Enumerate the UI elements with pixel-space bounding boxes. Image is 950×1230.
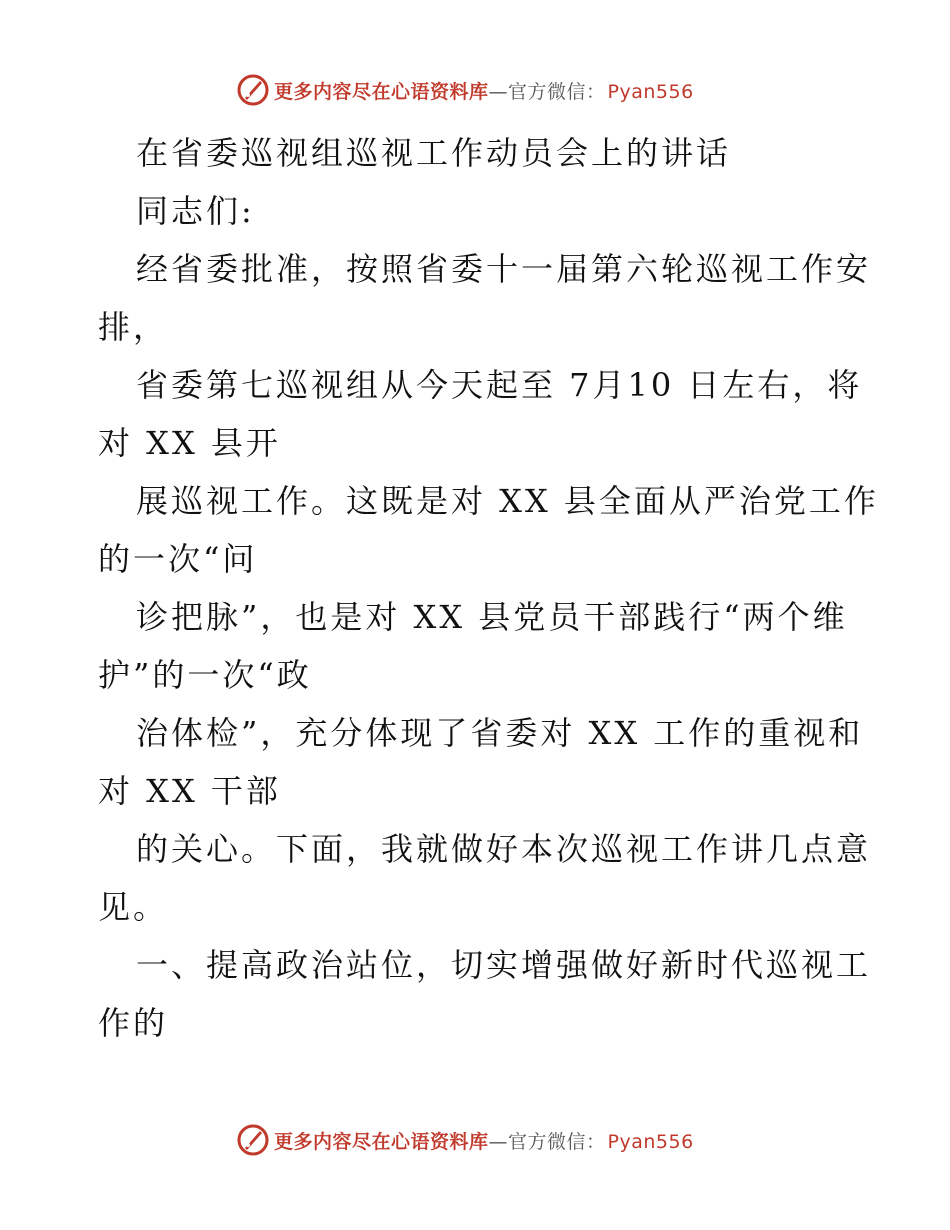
banner-subtitle: —官方微信： [488,1130,606,1153]
paragraph-line: 诊把脉”，也是对 XX 县党员干部践行“两个维 [136,598,848,636]
paragraph-line: 展巡视工作。这既是对 XX 县全面从严治党工作 [136,482,879,520]
paragraph-line: 对 XX 县开 [98,424,281,462]
banner-wechat-id: Pyan556 [607,80,694,103]
quill-circle-logo-icon [236,73,270,107]
document-body [98,124,879,1052]
footer-banner [236,1122,716,1158]
section-heading: 一、提高政治站位，切实增强做好新时代巡视工 [136,946,872,984]
banner-wechat-id: Pyan556 [607,1130,694,1153]
paragraph-line: 排， [98,308,169,346]
paragraph-line: 治体检”，充分体现了省委对 XX 工作的重视和 [136,714,864,752]
paragraph-line: 见。 [98,888,169,926]
banner-subtitle: —官方微信： [488,80,606,103]
paragraph-line: 对 XX 干部 [98,772,281,810]
doc-title: 在省委巡视组巡视工作动员会上的讲话 [136,134,732,172]
salutation: 同志们: [136,192,255,230]
paragraph-line: 护”的一次“政 [98,656,312,694]
banner-title: 更多内容尽在心语资料库 [274,80,489,103]
paragraph-line: 省委第七巡视组从今天起至 7月10 日左右，将 [136,366,863,404]
section-heading-continued: 作的 [98,1004,169,1042]
paragraph-line: 的一次“问 [98,540,258,578]
banner-title: 更多内容尽在心语资料库 [274,1130,489,1153]
paragraph-line: 经省委批准，按照省委十一届第六轮巡视工作安 [136,250,872,288]
quill-circle-logo-icon [236,1123,270,1157]
paragraph-line: 的关心。下面，我就做好本次巡视工作讲几点意 [136,830,872,868]
header-banner [236,72,716,108]
